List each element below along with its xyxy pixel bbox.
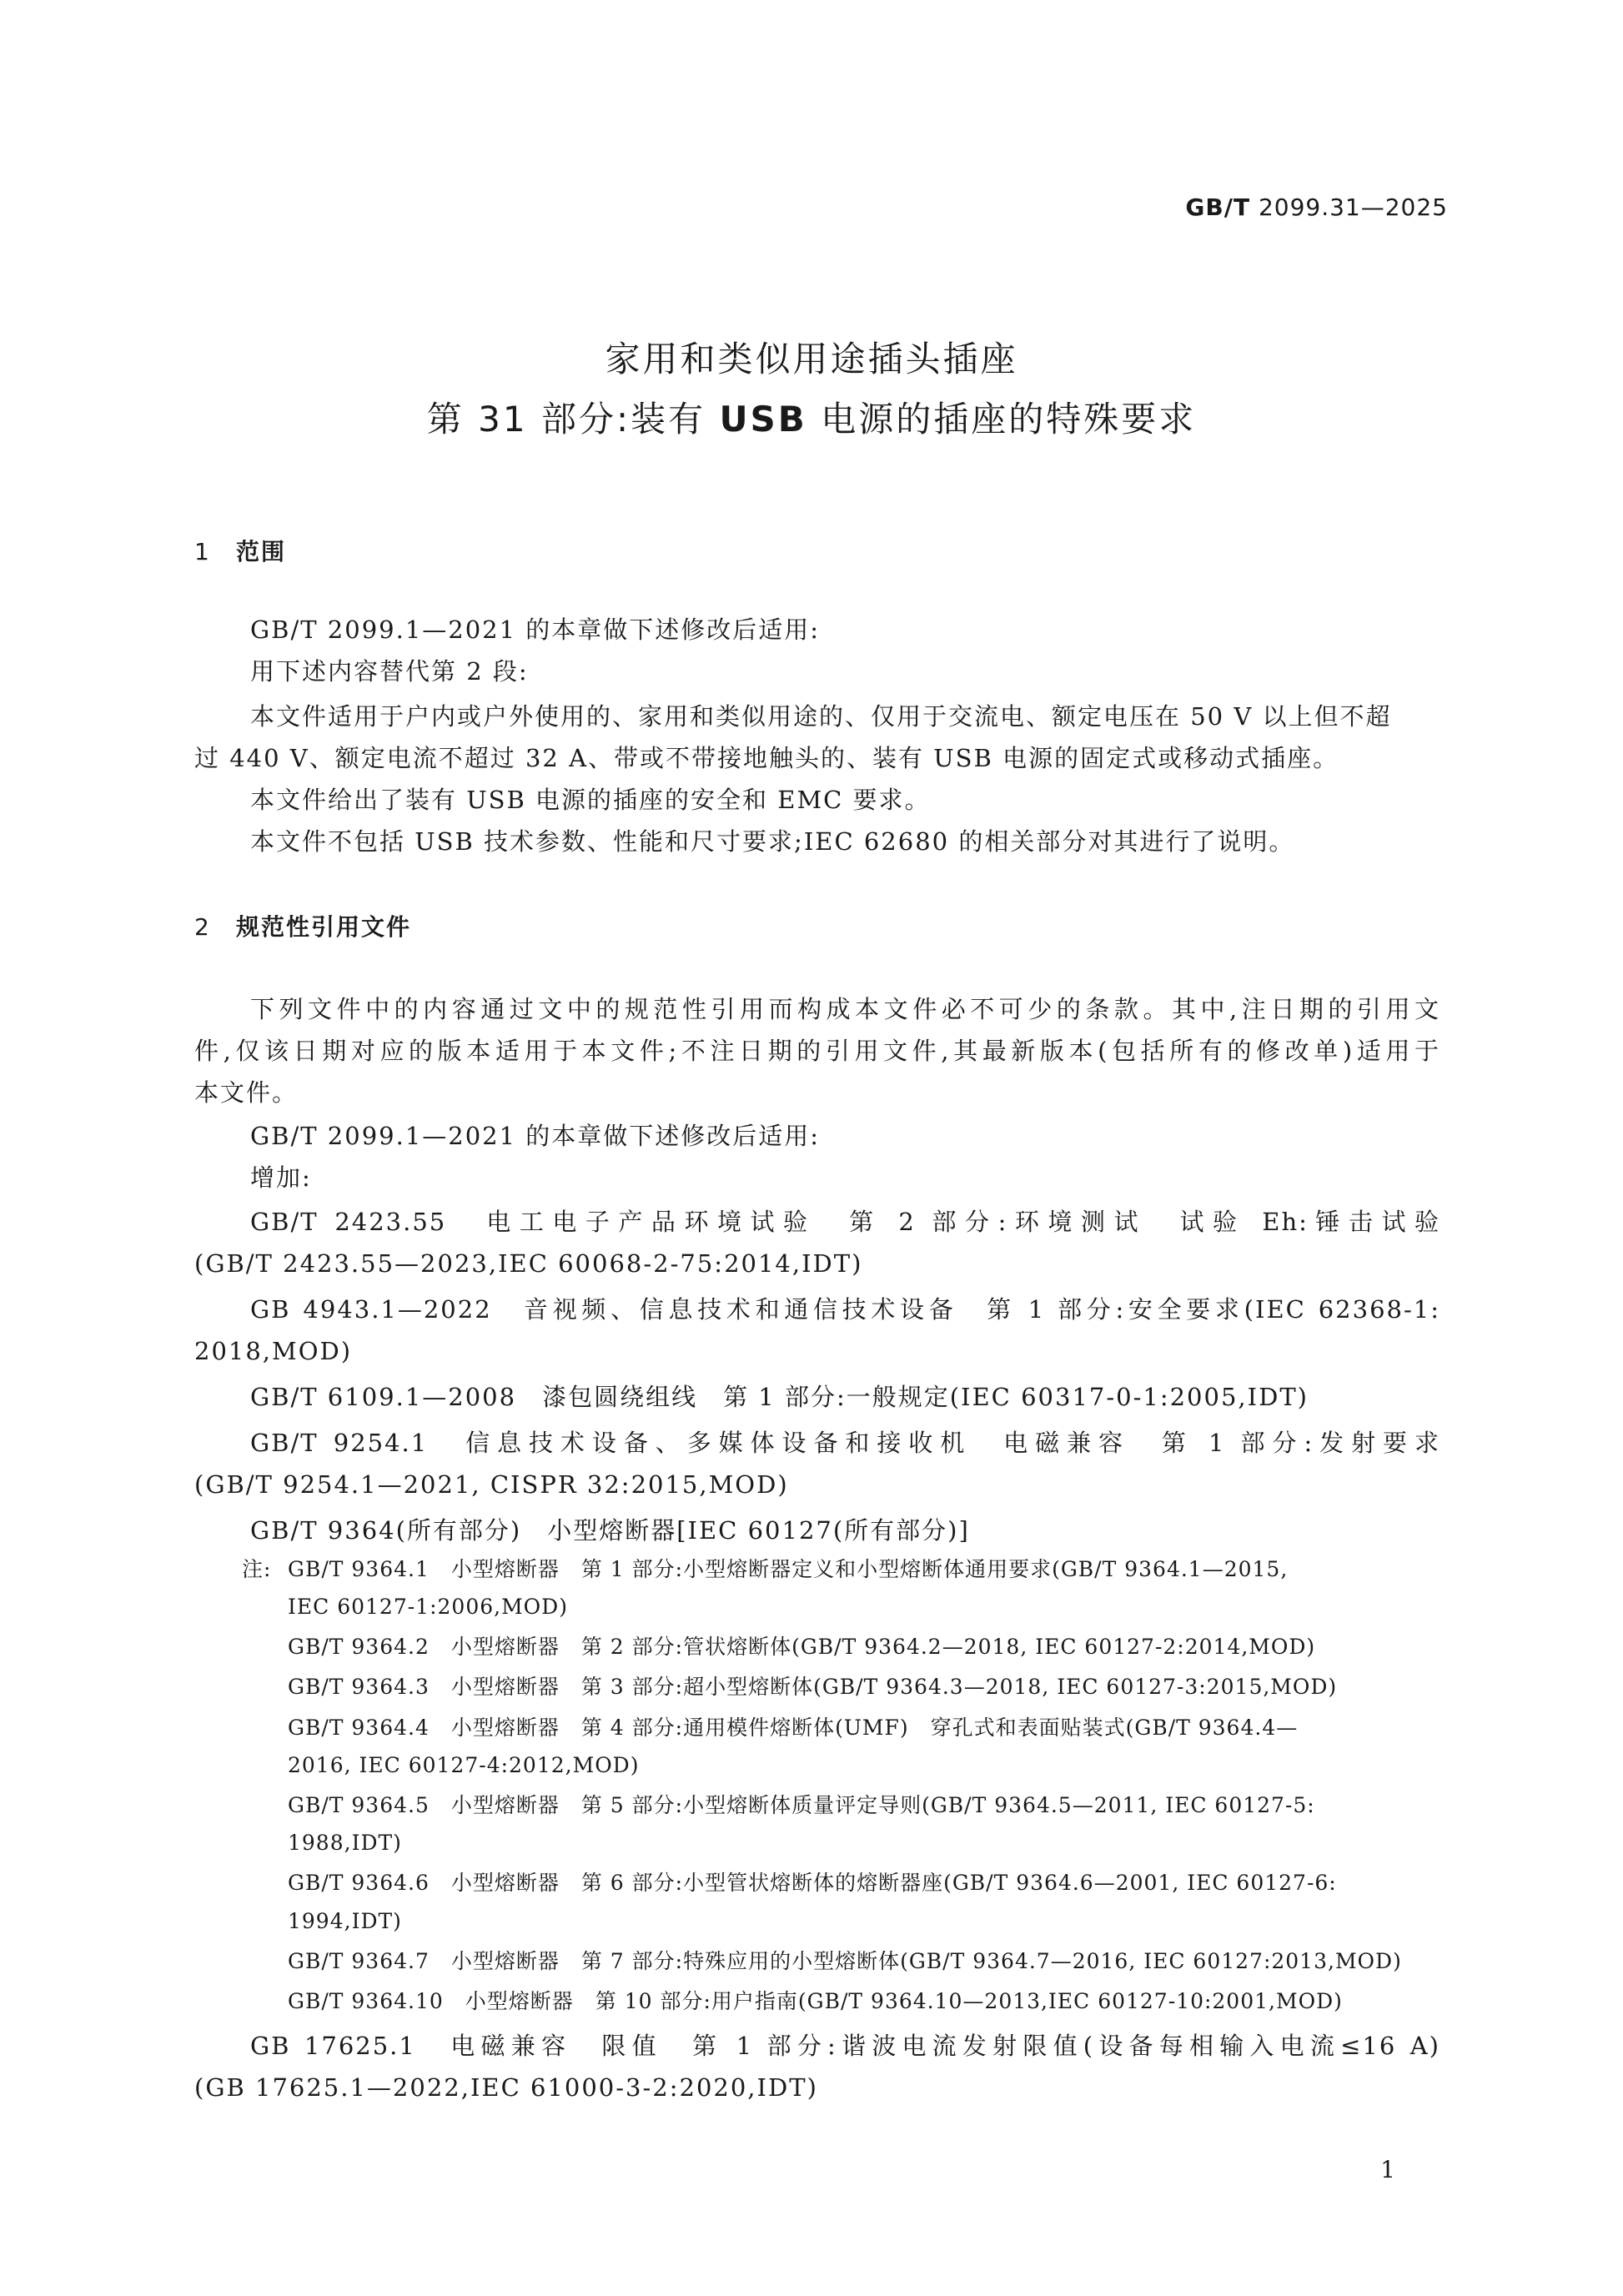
section-2-heading <box>194 909 411 942</box>
reference-entry: GB 17625.1 电磁兼容 限值 第 1 部分:谐波电流发射限值(设备每相输入电流≤16 A) <box>250 2032 1440 2060</box>
note-label: 注: <box>242 1557 272 1581</box>
paragraph: 下列文件中的内容通过文中的规范性引用而构成本文件必不可少的条款。其中,注日期的引用文 <box>250 995 1440 1023</box>
section-number: 1 <box>194 538 211 565</box>
section-title: 规范性引用文件 <box>236 913 412 941</box>
paragraph: 用下述内容替代第 2 段: <box>250 657 529 686</box>
paragraph: 过 440 V、额定电流不超过 32 A、带或不带接地触头的、装有 USB 电源的固定式或移动式插座。 <box>194 744 1339 772</box>
paragraph: 本文件给出了装有 USB 电源的插座的安全和 EMC 要求。 <box>250 786 931 814</box>
document-code <box>1185 193 1448 221</box>
paragraph: 增加: <box>250 1163 312 1192</box>
section-number: 2 <box>194 913 211 941</box>
note-line: GB/T 9364.7 小型熔断器 第 7 部分:特殊应用的小型熔断体(GB/T 9364.7—2016, IEC 60127:2013,MOD) <box>288 1949 1402 1973</box>
reference-entry: GB/T 2423.55 电工电子产品环境试验 第 2 部分:环境测试 试验 Eh:锤击试验 <box>250 1208 1440 1236</box>
reference-entry: GB 4943.1—2022 音视频、信息技术和通信技术设备 第 1 部分:安全要求(IEC 62368-1: <box>250 1295 1440 1324</box>
note-line: GB/T 9364.4 小型熔断器 第 4 部分:通用模件熔断体(UMF) 穿孔式和表面贴装式(GB/T 9364.4— <box>288 1716 1299 1740</box>
paragraph: 件,仅该日期对应的版本适用于本文件;不注日期的引用文件,其最新版本(包括所有的修改单)适用于 <box>194 1037 1440 1065</box>
document-code-number: 2099.31—2025 <box>1258 193 1448 221</box>
subtitle-usb: USB <box>719 399 807 440</box>
reference-entry: (GB/T 2423.55—2023,IEC 60068-2-75:2014,IDT) <box>194 1249 863 1278</box>
paragraph: GB/T 2099.1—2021 的本章做下述修改后适用: <box>250 615 821 644</box>
document-code-prefix: GB/T <box>1185 193 1251 221</box>
reference-entry: (GB 17625.1—2022,IEC 61000-3-2:2020,IDT) <box>194 2073 818 2102</box>
note-line: GB/T 9364.6 小型熔断器 第 6 部分:小型管状熔断体的熔断器座(GB/T 9364.6—2001, IEC 60127-6: <box>288 1871 1337 1895</box>
section-1-heading <box>194 534 286 567</box>
reference-entry: GB/T 9364(所有部分) 小型熔断器[IEC 60127(所有部分)] <box>250 1516 970 1545</box>
section-title: 范围 <box>236 538 287 565</box>
reference-entry: GB/T 6109.1—2008 漆包圆绕组线 第 1 部分:一般规定(IEC 60317-0-1:2005,IDT) <box>250 1383 1309 1411</box>
paragraph: 本文件。 <box>194 1078 299 1107</box>
subtitle-part-a: 第 31 部分:装有 <box>426 399 706 440</box>
note-line: IEC 60127-1:2006,MOD) <box>288 1595 568 1619</box>
document-title: 家用和类似用途插头插座 <box>605 339 1018 379</box>
reference-entry: GB/T 9254.1 信息技术设备、多媒体设备和接收机 电磁兼容 第 1 部分:发射要求 <box>250 1429 1440 1457</box>
note-line: 2016, IEC 60127-4:2012,MOD) <box>288 1753 640 1777</box>
reference-entry: 2018,MOD) <box>194 1337 353 1365</box>
document-subtitle <box>0 392 1623 442</box>
subtitle-part-b: 电源的插座的特殊要求 <box>821 399 1197 440</box>
page-number: 1 <box>1380 2156 1395 2183</box>
paragraph: 本文件不包括 USB 技术参数、性能和尺寸要求;IEC 62680 的相关部分对其进行了说明。 <box>250 827 1295 856</box>
paragraph: GB/T 2099.1—2021 的本章做下述修改后适用: <box>250 1122 821 1150</box>
note-line: 1988,IDT) <box>288 1831 402 1855</box>
paragraph: 本文件适用于户内或户外使用的、家用和类似用途的、仅用于交流电、额定电压在 50 V 以上但不超 <box>250 702 1392 731</box>
reference-entry: (GB/T 9254.1—2021, CISPR 32:2015,MOD) <box>194 1470 789 1499</box>
note-line: GB/T 9364.1 小型熔断器 第 1 部分:小型熔断器定义和小型熔断体通用要求(GB/T 9364.1—2015, <box>288 1557 1289 1581</box>
note-line: GB/T 9364.5 小型熔断器 第 5 部分:小型熔断体质量评定导则(GB/T 9364.5—2011, IEC 60127-5: <box>288 1793 1315 1817</box>
note-line: GB/T 9364.3 小型熔断器 第 3 部分:超小型熔断体(GB/T 9364.3—2018, IEC 60127-3:2015,MOD) <box>288 1675 1338 1699</box>
note-line: GB/T 9364.2 小型熔断器 第 2 部分:管状熔断体(GB/T 9364.2—2018, IEC 60127-2:2014,MOD) <box>288 1635 1316 1659</box>
note-line: 1994,IDT) <box>288 1909 402 1933</box>
note-line: GB/T 9364.10 小型熔断器 第 10 部分:用户指南(GB/T 9364.10—2013,IEC 60127-10:2001,MOD) <box>288 1989 1343 2013</box>
